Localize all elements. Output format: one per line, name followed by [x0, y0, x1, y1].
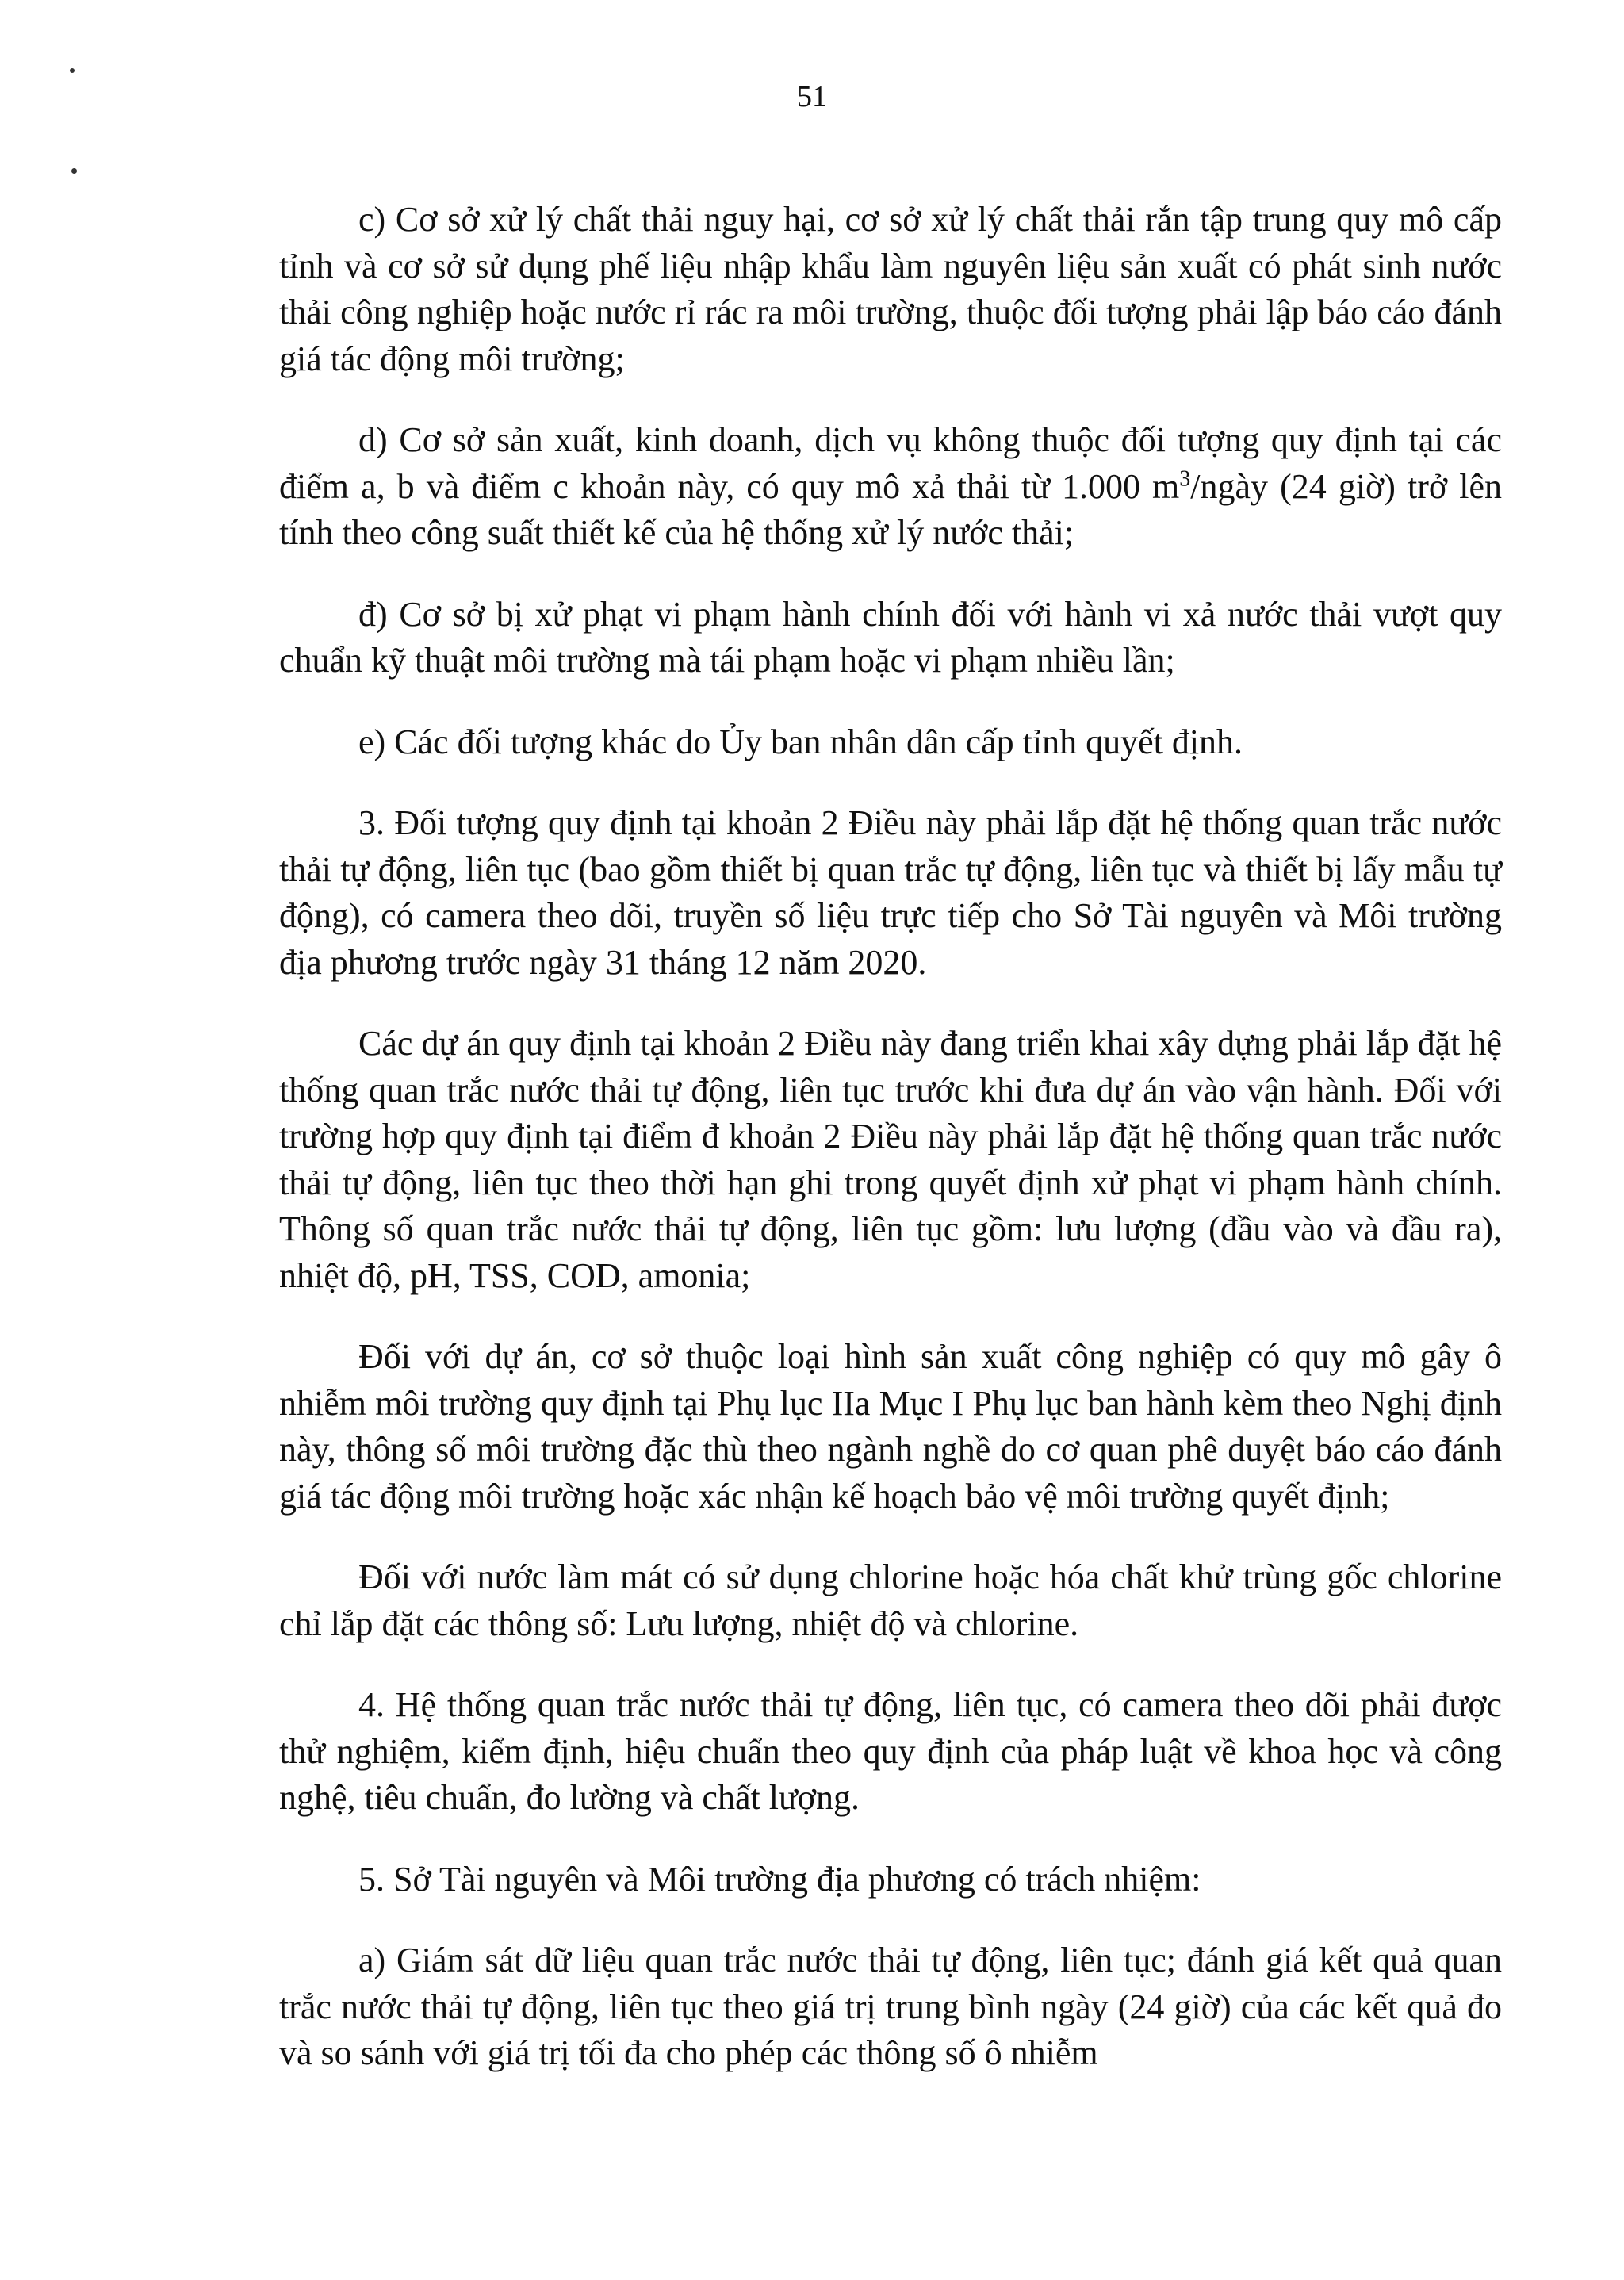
paragraph-d [279, 417, 1502, 557]
paragraph-d-superscript: 3 [1179, 466, 1191, 491]
scan-speck [70, 68, 75, 73]
page-number: 51 [797, 80, 827, 113]
paragraph-d-text-before: d) Cơ sở sản xuất, kinh doanh, dịch vụ không thuộc đối tượng quy định tại các điểm a, b và điểm c khoản này, có quy mô xả thải từ 1.000 m [279, 420, 1502, 506]
paragraph-3: 3. Đối tượng quy định tại khoản 2 Điều này phải lắp đặt hệ thống quan trắc nước thải tự động, liên tục (bao gồm thiết bị quan trắc tự động, liên tục và thiết bị lấy mẫu tự động), có camera theo dõi, truyền số liệu trực tiếp cho Sở Tài nguyên và Môi trường địa phương trước ngày 31 tháng 12 năm 2020. [279, 803, 1502, 982]
paragraph-projects: Các dự án quy định tại khoản 2 Điều này đang triển khai xây dựng phải lắp đặt hệ thống quan trắc nước thải tự động, liên tục trước khi đưa dự án vào vận hành. Đối với trường hợp quy định tại điểm đ khoản 2 Điều này phải lắp đặt hệ thống quan trắc nước thải tự động, liên tục theo thời hạn ghi trong quyết định xử phạt vi phạm hành chính. Thông số quan trắc nước thải tự động, liên tục gồm: lưu lượng (đầu vào và đầu ra), nhiệt độ, pH, TSS, COD, amonia; [279, 1024, 1502, 1295]
document-body [279, 197, 1502, 2077]
paragraph-dd: đ) Cơ sở bị xử phạt vi phạm hành chính đối với hành vi xả nước thải vượt quy chuẩn kỹ thuật môi trường mà tái phạm hoặc vi phạm nhiều lần; [279, 594, 1502, 680]
paragraph-c: c) Cơ sở xử lý chất thải nguy hại, cơ sở xử lý chất thải rắn tập trung quy mô cấp tỉnh và cơ sở sử dụng phế liệu nhập khẩu làm nguyên liệu sản xuất có phát sinh nước thải công nghiệp hoặc nước rỉ rác ra môi trường, thuộc đối tượng phải lập báo cáo đánh giá tác động môi trường; [279, 200, 1502, 378]
paragraph-4: 4. Hệ thống quan trắc nước thải tự động, liên tục, có camera theo dõi phải được thử nghiệm, kiểm định, hiệu chuẩn theo quy định của pháp luật về khoa học và công nghệ, tiêu chuẩn, đo lường và chất lượng. [279, 1685, 1502, 1817]
paragraph-e: e) Các đối tượng khác do Ủy ban nhân dân cấp tỉnh quyết định. [358, 722, 1243, 761]
paragraph-5a: a) Giám sát dữ liệu quan trắc nước thải tự động, liên tục; đánh giá kết quả quan trắc nước thải tự động, liên tục theo giá trị trung bình ngày (24 giờ) của các kết quả đo và so sánh với giá trị tối đa cho phép các thông số ô nhiễm [279, 1941, 1502, 2072]
paragraph-5: 5. Sở Tài nguyên và Môi trường địa phương có trách nhiệm: [358, 1859, 1201, 1899]
paragraph-cooling-water: Đối với nước làm mát có sử dụng chlorine hoặc hóa chất khử trùng gốc chlorine chỉ lắp đặt các thông số: Lưu lượng, nhiệt độ và chlorine. [279, 1558, 1502, 1643]
paragraph-industrial: Đối với dự án, cơ sở thuộc loại hình sản xuất công nghiệp có quy mô gây ô nhiễm môi trường quy định tại Phụ lục IIa Mục I Phụ lục ban hành kèm theo Nghị định này, thông số môi trường đặc thù theo ngành nghề do cơ quan phê duyệt báo cáo đánh giá tác động môi trường hoặc xác nhận kế hoạch bảo vệ môi trường quyết định; [279, 1337, 1502, 1516]
paragraph-d-text-after: /ngày (24 giờ) trở lên tính theo công suất thiết kế của hệ thống xử lý nước thải; [279, 466, 1502, 552]
scan-speck [71, 168, 77, 174]
